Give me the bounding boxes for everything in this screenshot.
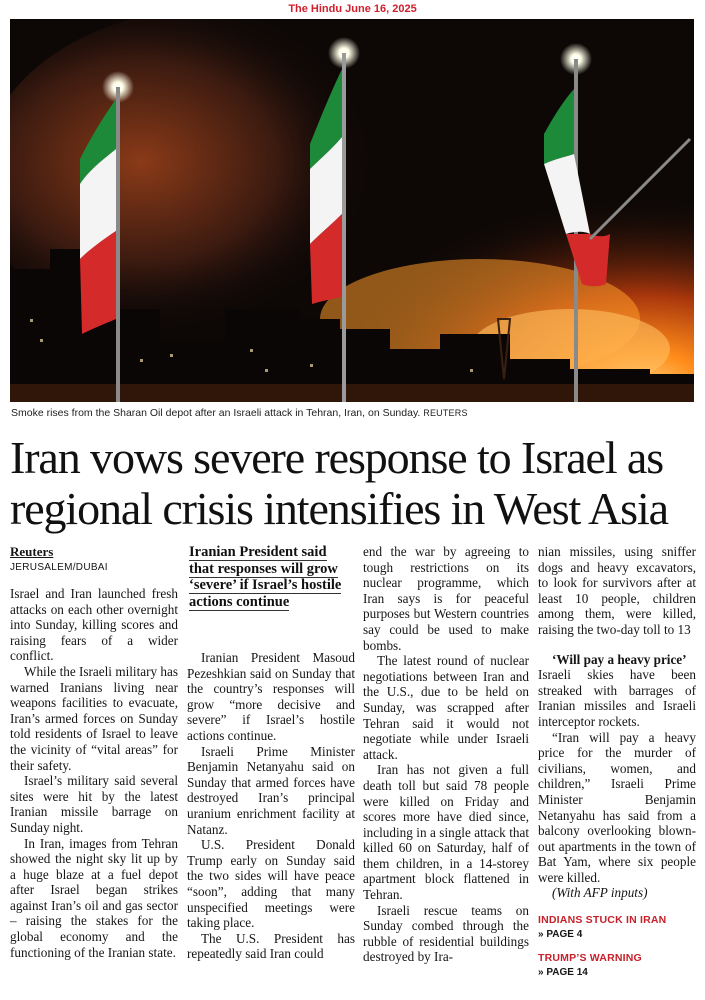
- article-column-4: [538, 544, 696, 989]
- agency-note: (With AFP inputs): [552, 885, 648, 901]
- byline-agency: Reuters: [10, 544, 54, 559]
- paragraph: Israeli Prime Minister Benjamin Netanyahu said on Sunday that armed forces have destroyed Iran’s principal uranium enrichment facility at Natanz.: [187, 743, 355, 837]
- article-column-3: [363, 544, 529, 965]
- cross-reference-list: [538, 913, 696, 981]
- paragraph: U.S. President Donald Trump early on Sunday said the two sides will have peace “soon”, adding that many unspecified meetings were taking place.: [187, 837, 355, 931]
- xref-page[interactable]: » PAGE 4: [538, 929, 583, 941]
- paragraph: The latest round of nuclear negotiations between Iran and the U.S., due to be held on Sunday, was scrapped after Tehran said it would not negotiate while under Israeli attack.: [363, 653, 529, 762]
- xref-title[interactable]: INDIANS STUCK IN IRAN: [538, 914, 667, 927]
- paragraph: “Iran will pay a heavy price for the murder of civilians, women, and children,” Israeli Prime Minister Benjamin Netanyahu has said from a balcony overlooking blown-out apartments in the town of Bat Yam, where six people were killed.: [538, 729, 696, 885]
- xref-title[interactable]: TRUMP’S WARNING: [538, 952, 642, 965]
- photo-illustration: [10, 19, 694, 402]
- pull-quote-text: Iranian President said that responses will grow ‘severe’ if Israel’s hostile actions continue: [189, 544, 342, 610]
- paragraph: end the war by agreeing to tough restrictions on its nuclear programme, which Iran says is for peaceful purposes but Western countries say could be used to make bombs.: [363, 544, 529, 653]
- paragraph: Israel’s military said several sites were hit by the latest Iranian missile barrage on Sunday night.: [10, 773, 178, 835]
- news-photo: [10, 19, 694, 402]
- paragraph: The U.S. President has repeatedly said Iran could: [187, 930, 355, 962]
- xref-page[interactable]: » PAGE 14: [538, 967, 588, 979]
- photo-caption: [11, 406, 695, 420]
- masthead-date: The Hindu June 16, 2025: [288, 3, 417, 15]
- byline-dateline: JERUSALEM/DUBAI: [10, 562, 108, 573]
- paragraph: Iran has not given a full death toll but said 78 people were killed on Friday and scores more have died since, including in a single attack that killed 60 on Saturday, half of them children, in a 14-storey apartment block flattened in Tehran.: [363, 762, 529, 903]
- paragraph: Israeli skies have been streaked with barrages of Iranian missiles and Israeli interceptor rockets.: [538, 667, 696, 729]
- paragraph: Israel and Iran launched fresh attacks on each other overnight into Sunday, killing scores and raising fears of a wider conflict.: [10, 586, 178, 664]
- photo-credit: REUTERS: [423, 408, 468, 418]
- paragraph: In Iran, images from Tehran showed the night sky lit up by a huge blaze at a fuel depot after Israel began strikes against Iran’s oil and gas sector – raising the stakes for the global economy and the functioning of the Iranian state.: [10, 835, 178, 960]
- paragraph: Israeli rescue teams on Sunday combed through the rubble of residential buildings destroyed by Ira-: [363, 902, 529, 965]
- subhead: ‘Will pay a heavy price’: [552, 651, 687, 667]
- headline: Iran vows severe response to Israel as regional crisis intensifies in West Asia: [10, 432, 668, 534]
- paragraph: nian missiles, using sniffer dogs and heavy excavators, to look for survivors after at least 10 people, children among them, were killed, raising the two-day toll to 13: [538, 544, 696, 637]
- article-column-2: [187, 544, 355, 962]
- pull-quote: [187, 544, 355, 610]
- paragraph: While the Israeli military has warned Iranians living near weapons facilities to evacuate, Iran’s armed forces on Sunday told residents of Israel to leave the vicinity of “vital areas” for their safety.: [10, 663, 178, 773]
- article-column-1: [10, 544, 178, 960]
- paragraph: Iranian President Masoud Pezeshkian said on Sunday that the country’s responses will grow “more decisive and severe” if Israel’s hostile actions continue.: [187, 650, 355, 743]
- caption-text: Smoke rises from the Sharan Oil depot after an Israeli attack in Tehran, Iran, on Sunday.: [11, 407, 421, 419]
